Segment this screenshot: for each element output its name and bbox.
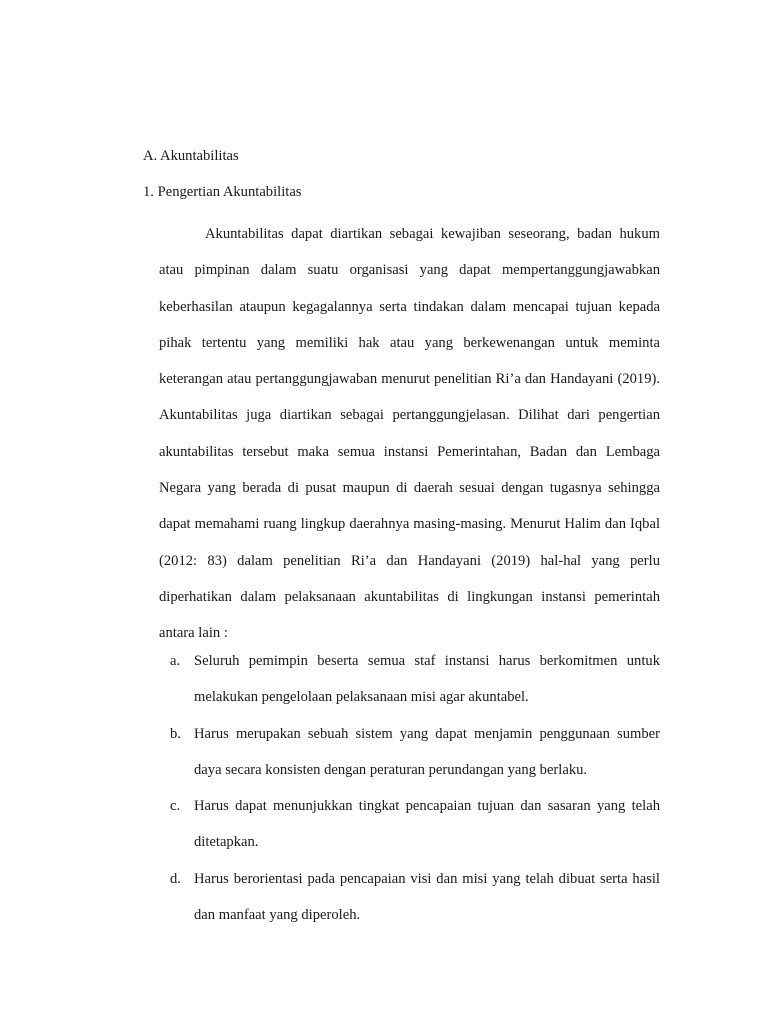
section-heading: A. Akuntabilitas bbox=[143, 148, 239, 164]
list-item-text: Harus berorientasi pada pencapaian visi dan misi yang telah dibuat serta hasil dan manfaat yang diperoleh. bbox=[194, 870, 660, 924]
list-item bbox=[170, 643, 660, 716]
list-item bbox=[170, 716, 660, 789]
list-marker: c. bbox=[170, 798, 181, 815]
body-paragraph: Akuntabilitas dapat diartikan sebagai kewajiban seseorang, badan hukum atau pimpinan dalam suatu organisasi yang dapat mempertanggungjawabkan keberhasilan ataupun kegagalannya serta tindakan dalam mencapai tujuan kepada pihak tertentu yang memiliki hak atau yang berkewenangan untuk meminta keterangan atau pertanggungjawaban menurut penelitian Ri’a dan Handayani (2019). Akuntabilitas juga diartikan sebagai pertanggungjelasan. Dilihat dari pengertian akuntabilitas tersebut maka semua instansi Pemerintahan, Badan dan Lembaga Negara yang berada di pusat maupun di daerah sesuai dengan tugasnya sehingga dapat memahami ruang lingkup daerahnya masing-masing. Menurut Halim dan Iqbal (2012: 83) dalam penelitian Ri’a dan Handayani (2019) hal-hal yang perlu diperhatikan dalam pelaksanaan akuntabilitas di lingkungan instansi pemerintah antara lain : bbox=[159, 226, 660, 642]
list-item-text: Harus merupakan sebuah sistem yang dapat menjamin penggunaan sumber daya secara konsisten dengan peraturan perundangan yang berlaku. bbox=[194, 725, 660, 778]
requirements-list bbox=[170, 643, 660, 933]
list-item-text: Seluruh pemimpin beserta semua staf instansi harus berkomitmen untuk melakukan pengelolaan pelaksanaan misi agar akuntabel. bbox=[194, 653, 660, 706]
list-item bbox=[170, 861, 660, 934]
list-item bbox=[170, 788, 660, 861]
list-item-text: Harus dapat menunjukkan tingkat pencapaian tujuan dan sasaran yang telah ditetapkan. bbox=[194, 798, 660, 851]
subsection-heading: 1. Pengertian Akuntabilitas bbox=[143, 184, 302, 200]
list-marker: b. bbox=[170, 725, 181, 742]
list-marker: d. bbox=[170, 870, 181, 887]
list-marker: a. bbox=[170, 653, 181, 669]
